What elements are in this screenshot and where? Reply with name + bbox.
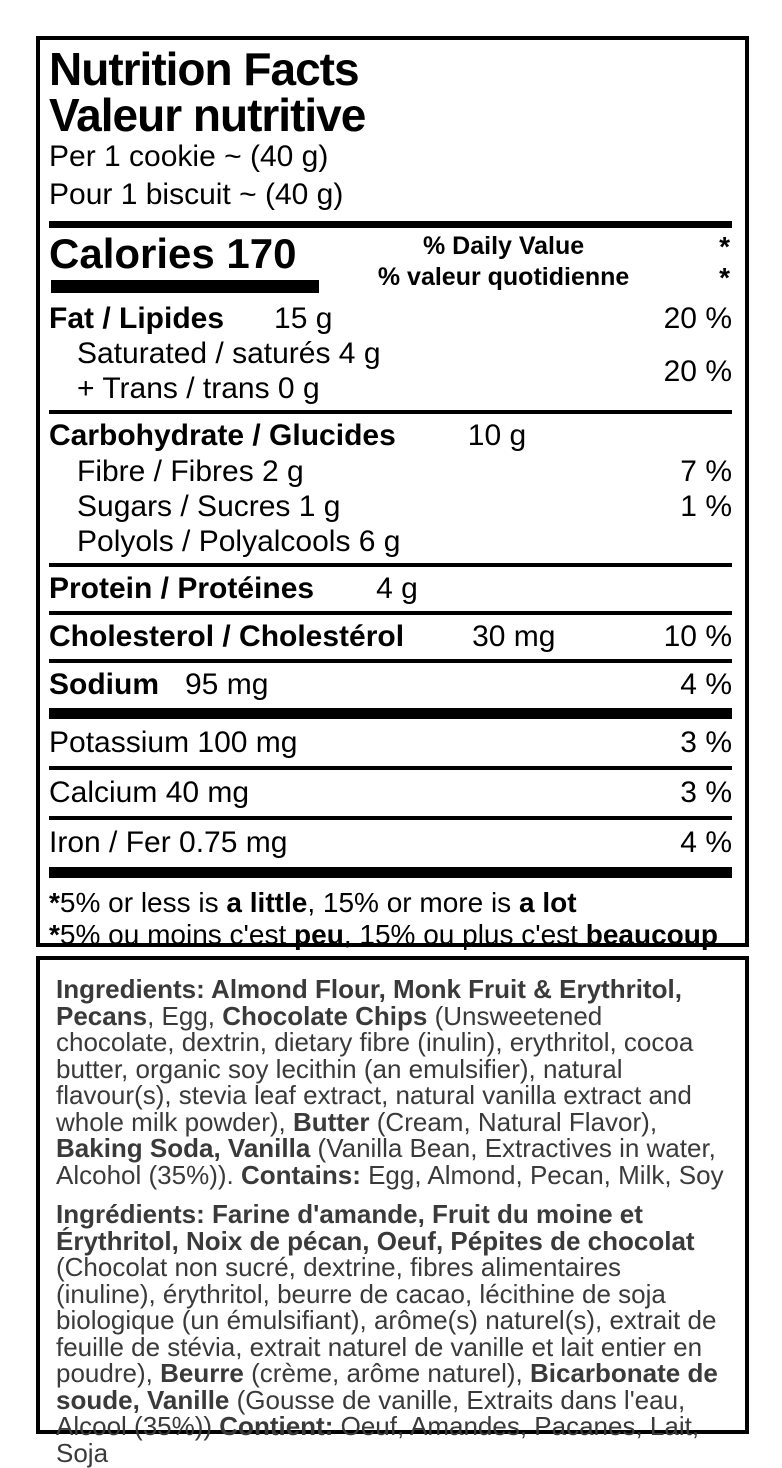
separator-rule (49, 766, 732, 770)
nutrient-name: Potassium 100 mg (49, 726, 298, 759)
nutrient-daily-value: 1 % (680, 490, 732, 523)
daily-value-footnote-english: *5% or less is a little, 15% or more is a lot (49, 887, 577, 918)
nutrient-row-polyols (49, 524, 732, 559)
nutrient-name: Calcium 40 mg (49, 776, 250, 809)
nutrient-name: Carbohydrate / Glucides (49, 419, 396, 452)
trans-fat-line: + Trans / trans 0 g (77, 372, 320, 405)
nutrient-amount: 95 mg (185, 668, 269, 701)
nutrient-name: Fat / Lipides (49, 302, 225, 335)
nutrient-amount: 4 g (376, 572, 418, 605)
title-french: Valeur nutritive (49, 89, 366, 141)
nutrient-name: Polyols / Polyalcools 6 g (77, 525, 401, 558)
nutrient-row-calcium (49, 774, 732, 812)
separator-rule (49, 659, 732, 663)
nutrient-name: Sugars / Sucres 1 g (77, 490, 341, 523)
nutrient-name: Sodium (49, 668, 159, 701)
calories-value: Calories 170 (49, 230, 297, 277)
nutrient-daily-value: 3 % (680, 776, 732, 809)
serving-size-french: Pour 1 biscuit ~ (40 g) (49, 178, 344, 211)
separator-rule (49, 563, 732, 567)
section-divider-bar (49, 867, 732, 878)
daily-value-header-french-text: % valeur quotidienne (377, 263, 630, 291)
nutrient-row-protein (49, 571, 732, 607)
asterisk-mark: * (719, 231, 730, 262)
nutrient-row-cholesterol (49, 619, 732, 655)
daily-value-header-english-text: % Daily Value (422, 232, 585, 260)
ingredients-french: Ingrédients: Farine d'amande, Fruit du moine et Érythritol, Noix de pécan, Oeuf, Pépites de chocolat (Chocolat non sucré, dextrine, fibres alimentaires (inuline), érythritol, beurre de cacao, lécithine de soja biologique (un émulsifiant), arôme(s) naturel(s), extrait de feuille de stévia, extrait naturel de vanille et lait entier en poudre), Beurre (crème, arôme naturel), Bicarbonate de soude, Vanille (Gousse de vanille, Extraits dans l'eau, Alcool (35%)) Contient: Oeuf, Amandes, Pacanes, Lait, Soja (56, 1199, 718, 1468)
nutrient-row-saturated-trans (49, 336, 732, 406)
nutrient-amount: 10 g (467, 419, 527, 452)
nutrient-daily-value: 10 % (663, 620, 732, 653)
nutrient-row-sodium (49, 667, 732, 703)
nutrient-row-iron (49, 824, 732, 862)
daily-value-footnote-french: *5% ou moins c'est peu, 15% ou plus c'est beaucoup (49, 919, 718, 950)
header-thick-rule (49, 221, 732, 228)
ingredients-panel (36, 956, 749, 1468)
saturated-fat-line: Saturated / saturés 4 g (77, 337, 381, 370)
nutrient-daily-value: 4 % (680, 826, 732, 859)
nutrient-daily-value: 20 % (663, 354, 732, 388)
saturated-trans-lines (49, 336, 664, 406)
serving-size-english: Per 1 cookie ~ (40 g) (49, 140, 329, 173)
nutrient-row-fibre (49, 454, 732, 489)
nutrient-name: Iron / Fer 0.75 mg (49, 826, 288, 859)
nutrient-amount: 30 mg (472, 620, 556, 653)
nutrient-daily-value: 20 % (663, 302, 732, 335)
title-english: Nutrition Facts (49, 43, 359, 95)
asterisk-mark: * (719, 262, 730, 293)
nutrition-facts-panel (36, 36, 749, 950)
calories-section (49, 231, 732, 293)
nutrient-row-sugars (49, 489, 732, 524)
nutrient-row-carbohydrate (49, 418, 732, 454)
ingredients-english: Ingredients: Almond Flour, Monk Fruit & Erythritol, Pecans, Egg, Chocolate Chips (Unsweetened chocolate, dextrin, dietary fibre (inulin), erythritol, cocoa butter, organic soy lecithin (an emulsifier), natural flavour(s), stevia leaf extract, natural vanilla extract and whole milk powder), Butter (Cream, Natural Flavor), Baking Soda, Vanilla (Vanilla Bean, Extractives in water, Alcohol (35%)). Contains: Egg, Almond, Pecan, Milk, Soy (56, 974, 724, 1190)
nutrient-daily-value: 7 % (680, 455, 732, 488)
nutrient-row-potassium (49, 724, 732, 762)
daily-value-header-english (363, 231, 732, 262)
calories-column (49, 231, 363, 293)
nutrient-row-fat (49, 301, 732, 336)
separator-rule (49, 611, 732, 615)
separator-rule (49, 816, 732, 820)
daily-value-header-column (363, 231, 732, 293)
calories-underline-bar (51, 280, 319, 293)
nutrient-daily-value: 4 % (680, 668, 732, 701)
section-divider-bar (49, 708, 732, 719)
nutrient-name: Fibre / Fibres 2 g (77, 455, 304, 488)
nutrient-name: Cholesterol / Cholestérol (49, 620, 405, 653)
separator-rule (49, 410, 732, 414)
daily-value-header-french (363, 262, 732, 293)
nutrient-amount: 15 g (274, 302, 333, 335)
nutrient-daily-value: 3 % (680, 726, 732, 759)
nutrient-name: Protein / Protéines (49, 572, 315, 605)
